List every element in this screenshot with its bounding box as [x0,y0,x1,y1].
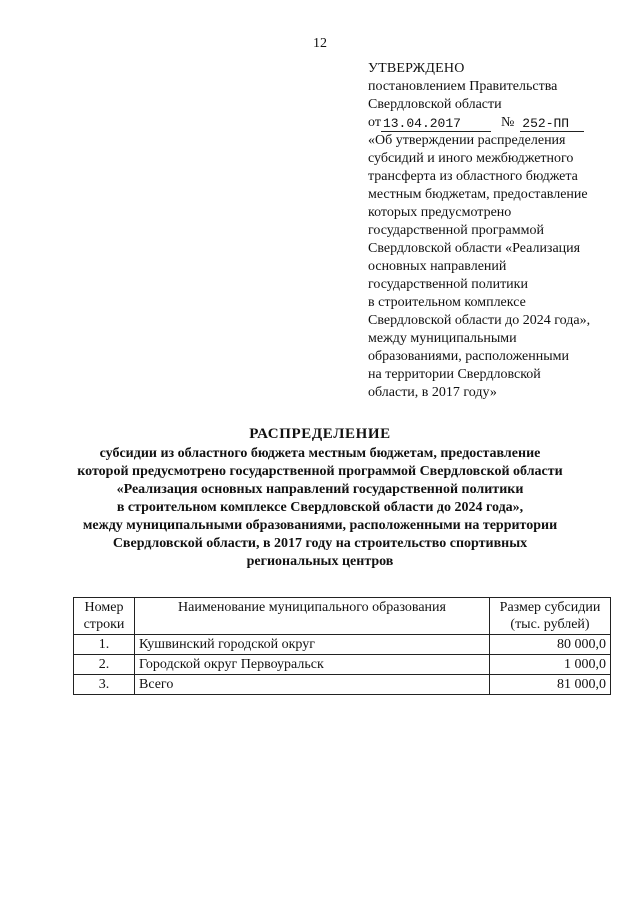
header-row-number-line2: строки [83,617,125,632]
document-heading [40,426,600,571]
row-number: 1. [74,635,135,655]
decree-title-line: государственной программой [368,223,544,238]
heading-line: «Реализация основных направлений государственной политики [116,482,524,497]
header-municipality: Наименование муниципального образования [135,598,490,635]
row-number: 3. [74,675,135,695]
approval-line: постановлением Правительства [368,79,558,94]
decree-title-line: между муниципальными [368,331,517,346]
approved-title: УТВЕРЖДЕНО [368,61,465,76]
heading-line: которой предусмотрено государственной программой Свердловской области [77,464,563,479]
heading-line: Свердловской области, в 2017 году на строительство спортивных [112,536,528,551]
date-prefix: от [368,115,381,130]
table-header-row [74,598,611,635]
header-row-number-line1: Номер [84,600,124,615]
decree-number: 252-ПП [520,116,584,132]
municipality-name: Кушвинский городской округ [135,635,490,655]
page-number: 12 [313,36,327,51]
decree-title-line: субсидий и иного межбюджетного [368,151,574,166]
row-number: 2. [74,655,135,675]
decree-title-line: трансферта из областного бюджета [368,169,578,184]
total-amount: 81 000,0 [490,675,611,695]
date-number-line [368,114,630,132]
approval-stamp [368,60,630,402]
header-amount-line2: (тыс. рублей) [510,617,590,632]
decree-title-line: Свердловской области до 2024 года», [368,313,591,328]
decree-date: 13.04.2017 [381,116,491,132]
number-sign: № [500,115,515,130]
table-row [74,655,611,675]
subsidy-amount: 1 000,0 [490,655,611,675]
table-row [74,635,611,655]
heading-title: РАСПРЕДЕЛЕНИЕ [249,426,391,442]
decree-title-line: области, в 2017 году» [368,385,497,400]
decree-title-line: на территории Свердловской [368,367,541,382]
total-label: Всего [135,675,490,695]
heading-line: в строительном комплексе Свердловской области до 2024 года», [116,500,524,515]
municipality-name: Городской округ Первоуральск [135,655,490,675]
header-amount [490,598,611,635]
decree-title-line: в строительном комплексе [368,295,526,310]
subsidy-table [73,597,611,695]
decree-title-line: местным бюджетам, предоставление [368,187,588,202]
decree-title-line: основных направлений [368,259,507,274]
decree-title-line: «Об утверждении распределения [368,133,566,148]
decree-title-line: Свердловской области «Реализация [368,241,581,256]
subsidy-amount: 80 000,0 [490,635,611,655]
approval-line: Свердловской области [368,97,502,112]
header-amount-line1: Размер субсидии [499,600,601,615]
heading-line: региональных центров [246,554,394,569]
header-row-number [74,598,135,635]
decree-title-line: государственной политики [368,277,528,292]
decree-title-line: которых предусмотрено [368,205,512,220]
heading-line: между муниципальными образованиями, расположенными на территории [82,518,558,533]
decree-title-line: образованиями, расположенными [368,349,570,364]
table-row-total [74,675,611,695]
heading-line: субсидии из областного бюджета местным бюджетам, предоставление [99,446,541,461]
